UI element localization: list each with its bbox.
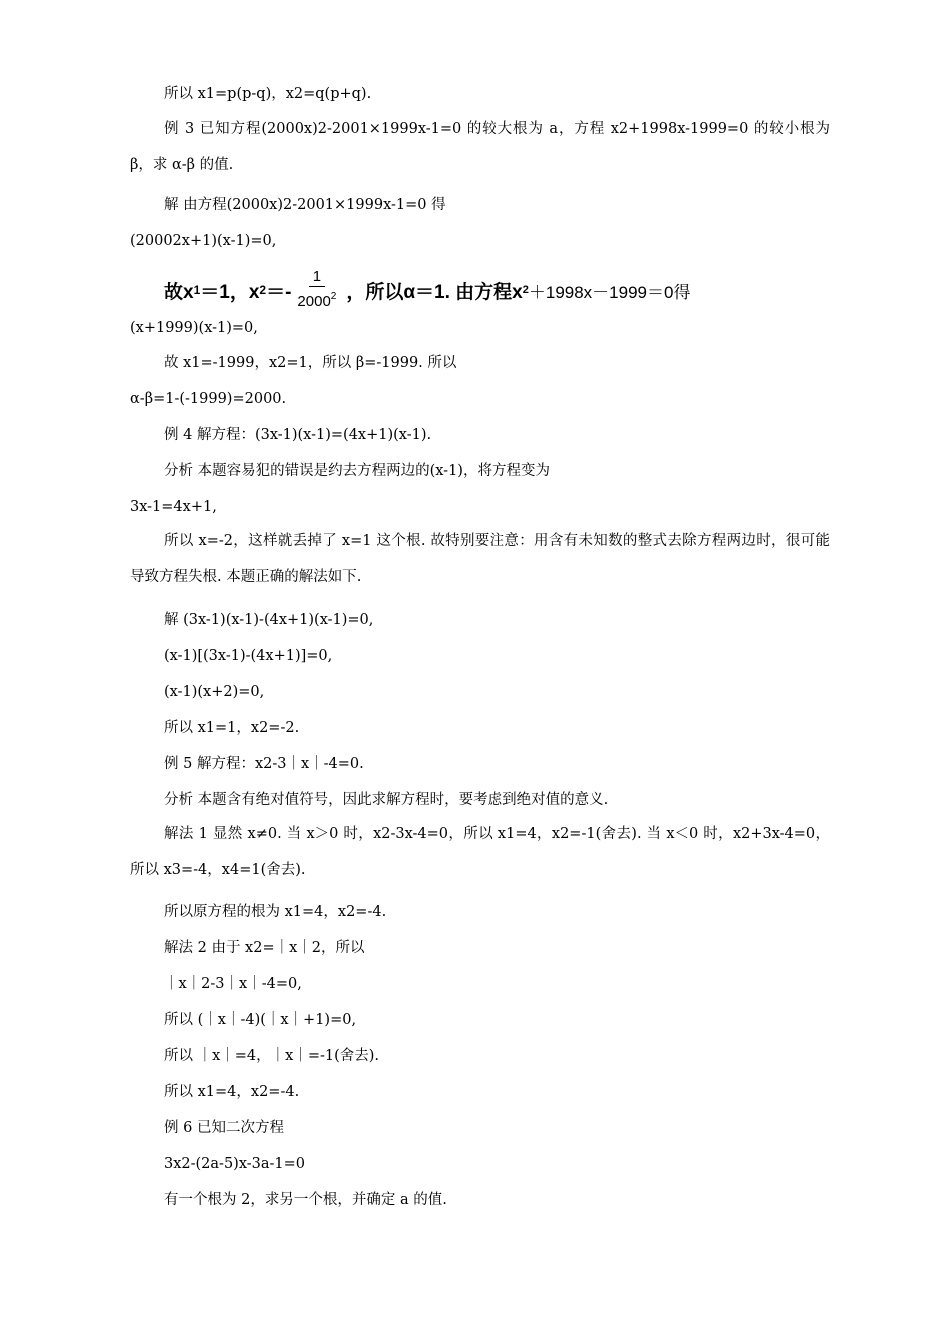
text-line: 所以 x1=p(p-q)，x2=q(p+q).: [164, 86, 372, 102]
fraction-numerator: 1: [309, 269, 325, 287]
equation-eq2: ＝-: [266, 281, 292, 303]
text-line: 所以 (｜x｜-4)(｜x｜+1)=0,: [164, 1012, 357, 1028]
text-line: 3x2-(2a-5)x-3a-1=0: [164, 1156, 306, 1172]
text-line: 解 由方程(2000x)2-2001×1999x-1=0 得: [164, 197, 446, 213]
equation-sub2: 2: [259, 283, 267, 297]
text-line: (20002x+1)(x-1)=0,: [130, 233, 277, 249]
text-line: 例 4 解方程：(3x-1)(x-1)=(4x+1)(x-1).: [164, 427, 432, 443]
text-line: 所以 x1=1，x2=-2.: [164, 720, 300, 736]
text-line: α-β=1-(-1999)=2000.: [130, 391, 287, 407]
text-line: ｜x｜2-3｜x｜-4=0,: [164, 976, 302, 992]
text-line: 所以 ｜x｜=4，｜x｜=-1(舍去).: [164, 1048, 380, 1064]
text-line: (x+1999)(x-1)=0,: [130, 320, 258, 336]
text-line: 解法 2 由于 x2=｜x｜2，所以: [164, 940, 365, 956]
equation-sub1: 1: [193, 283, 201, 297]
text-line: 解 (3x-1)(x-1)-(4x+1)(x-1)=0,: [164, 612, 374, 628]
text-line: 3x-1=4x+1,: [130, 499, 217, 515]
equation-fraction: [293, 269, 340, 311]
text-line: 例 6 已知二次方程: [164, 1120, 284, 1136]
equation-sup: 2: [522, 284, 529, 296]
text-line: (x-1)[(3x-1)-(4x+1)]=0,: [164, 648, 333, 664]
text-line: 例 5 解方程：x2-3｜x｜-4=0.: [164, 756, 364, 772]
text-line: 分析 本题含有绝对值符号，因此求解方程时，要考虑到绝对值的意义.: [164, 792, 609, 808]
equation-image: [164, 268, 690, 312]
example-3-paragraph: 例 3 已知方程(2000x)2-2001×1999x-1=0 的较大根为 a，方程 x2+1998x-1999=0 的较小根为 β，求 α-β 的值.: [130, 121, 830, 173]
text-line: 有一个根为 2，求另一个根，并确定 a 的值.: [164, 1192, 447, 1208]
text-line: 所以 x1=4，x2=-4.: [164, 1084, 300, 1100]
fraction-denominator-base: 2000: [297, 293, 331, 310]
equation-tail: ＋1998x－1999＝0得: [528, 282, 691, 302]
text-line: 分析 本题容易犯的错误是约去方程两边的(x-1)，将方程变为: [164, 463, 550, 479]
text-line: 所以原方程的根为 x1=4，x2=-4.: [164, 904, 387, 920]
text-line: 故 x1=-1999，x2=1，所以 β=-1999. 所以: [164, 355, 457, 371]
fraction-denominator-exponent: 2: [330, 291, 337, 302]
equation-prefix: 故x: [164, 281, 194, 303]
solution-1-paragraph: 解法 1 显然 x≠0. 当 x＞0 时，x2-3x-4=0，所以 x1=4，x2=-1(舍去). 当 x＜0 时，x2+3x-4=0，所以 x3=-4，x4=1(舍去).: [130, 826, 830, 878]
text-line: (x-1)(x+2)=0,: [164, 684, 265, 700]
equation-eq1: ＝1，x: [200, 281, 260, 303]
analysis-paragraph: 所以 x=-2，这样就丢掉了 x=1 这个根. 故特别要注意：用含有未知数的整式去除方程两边时，很可能导致方程失根. 本题正确的解法如下.: [130, 533, 830, 585]
fraction-denominator: [293, 287, 340, 311]
equation-mid: ，所以α＝1. 由方程x: [346, 281, 523, 303]
